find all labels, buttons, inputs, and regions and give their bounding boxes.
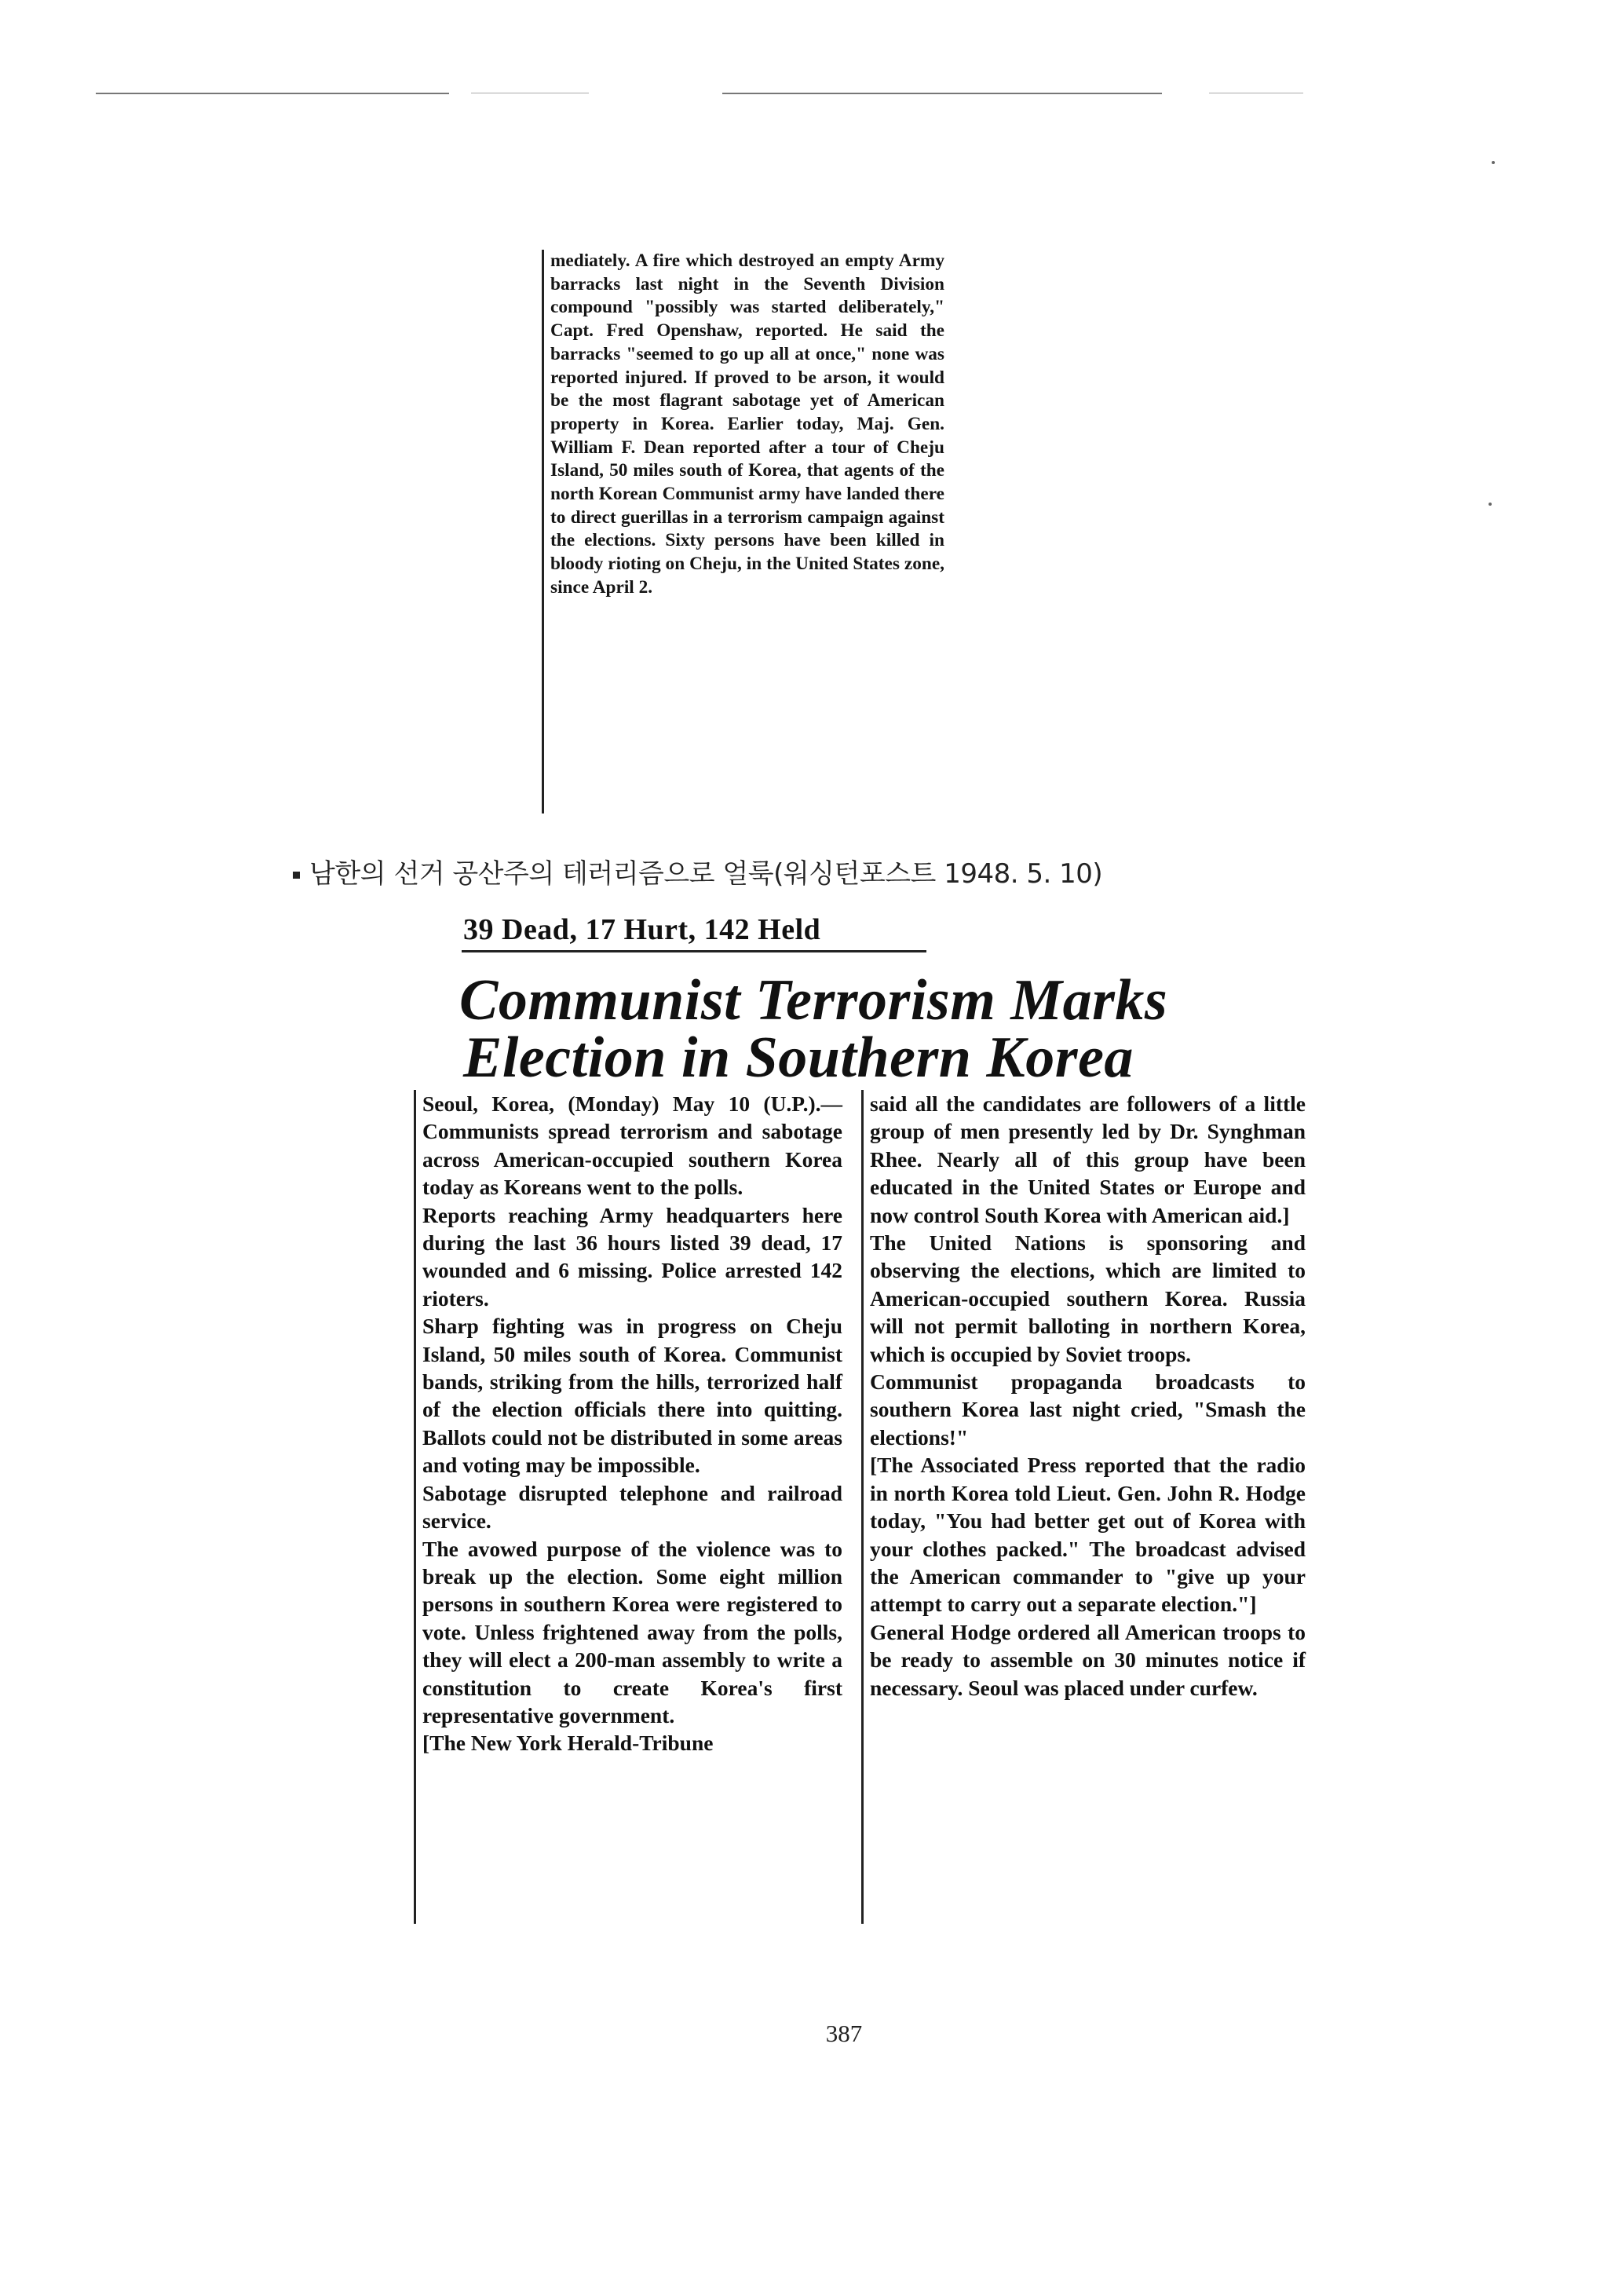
article-column-right bbox=[861, 1090, 1306, 1924]
scan-speck bbox=[1492, 161, 1495, 164]
page-number: 387 bbox=[825, 2020, 863, 2047]
headline-line-2: Election in Southern Korea bbox=[463, 1026, 1134, 1090]
article-paragraph: General Hodge ordered all American troops to be ready to assemble on 30 minutes notice if necessary. Seoul was placed under curfew. bbox=[870, 1619, 1306, 1700]
article-paragraph: [The New York Herald-Tribune bbox=[422, 1731, 714, 1756]
article-paragraph: said all the candidates are followers of a little group of men presently led by Dr. Synghman Rhee. Nearly all of this group have been educated in the United States or Europe and now control South Korea with American aid.] bbox=[870, 1091, 1306, 1227]
article-paragraph: Reports reaching Army headquarters here during the last 36 hours listed 39 dead, 17 wounded and 6 missing. Police arrested 142 rioters. bbox=[422, 1202, 842, 1311]
article-paragraph: Seoul, Korea, (Monday) May 10 (U.P.).—Communists spread terrorism and sabotage across American-occupied southern Korea today as Koreans went to the polls. bbox=[422, 1091, 842, 1200]
article-paragraph: Sharp fighting was in progress on Cheju Island, 50 miles south of Korea. Communist bands, striking from the hills, terrorized half of the election officials there into quitting. Ballots could not be distributed in some areas and voting may be impossible. bbox=[422, 1314, 842, 1478]
caption-text: 남한의 선거 공산주의 테러리즘으로 얼룩(워싱턴포스트 1948. 5. 10) bbox=[309, 858, 1103, 890]
article-paragraph: The avowed purpose of the violence was to break up the election. Some eight million persons in southern Korea were registered to vote. Unless frightened away from the polls, they will elect a 200-man assembly to write a constitution to create Korea's first representative government. bbox=[422, 1536, 842, 1727]
article-column-left bbox=[414, 1090, 842, 1924]
upper-news-clipping bbox=[542, 250, 944, 813]
article-paragraph: The United Nations is sponsoring and observing the elections, which are limited to American-occupied southern Korea. Russia will not permit balloting in northern Korea, which is occupied by Soviet troops. bbox=[870, 1230, 1306, 1366]
kicker-underline bbox=[462, 950, 926, 952]
clipping-caption bbox=[293, 852, 1235, 890]
article-paragraph: [The Associated Press reported that the radio in north Korea told Lieut. Gen. John R. Hodge today, "You had better get out of Korea with your clothes packed." The broadcast advised the American commander to "give up your attempt to carry out a separate election."] bbox=[870, 1453, 1306, 1617]
headline-line-1: Communist Terrorism Marks bbox=[459, 968, 1168, 1033]
article-paragraph: Communist propaganda broadcasts to southern Korea last night cried, "Smash the elections!" bbox=[870, 1369, 1306, 1450]
top-rule bbox=[96, 93, 449, 94]
bullet-icon bbox=[293, 872, 300, 879]
upper-clipping-text: mediately. A fire which destroyed an empty Army barracks last night in the Seventh Division compound "possibly was started deliberately," Capt. Fred Openshaw, reported. He said the barracks "seemed to go up all at once," none was reported injured. If proved to be arson, it would be the most flagrant sabotage yet of American property in Korea. Earlier today, Maj. Gen. William F. Dean reported after a tour of Cheju Island, 50 miles south of Korea, that agents of the north Korean Communist army have landed there to direct guerillas in a terrorism campaign against the elections. Sixty persons have been killed in bloody rioting on Cheju, in the United States zone, since April 2. bbox=[550, 250, 944, 598]
article-paragraph: Sabotage disrupted telephone and railroad service. bbox=[422, 1480, 842, 1534]
article-kicker: 39 Dead, 17 Hurt, 142 Held bbox=[463, 913, 821, 946]
top-rule bbox=[722, 93, 1162, 94]
scan-speck bbox=[1489, 503, 1492, 506]
